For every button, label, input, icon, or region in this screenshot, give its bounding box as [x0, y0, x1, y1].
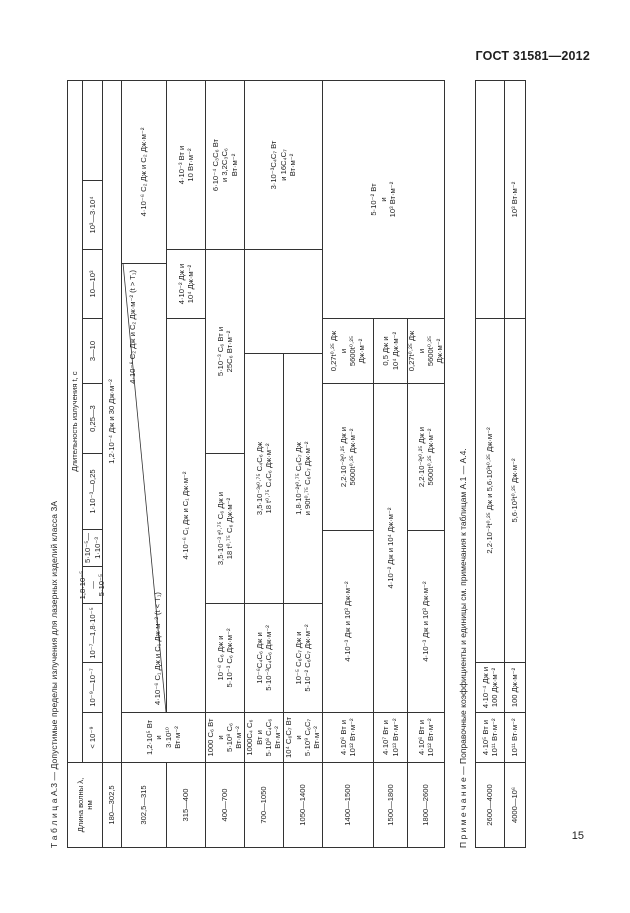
wavelength-cell: 302,5—315: [121, 762, 167, 848]
col-header: 10—10³: [82, 249, 103, 319]
limit-cell: 3,5·10⁻³t⁰·⁷⁵ C₄C₆ Дж 18 t⁰·⁷⁵ C₄C₆ Дж·м⁻²: [244, 353, 284, 604]
limit-cell: 2,2·10⁻²t⁰·²⁵ Дж и 5600t⁰·²⁵ Дж·м⁻²: [407, 383, 445, 531]
diagonal-right-text: 4·10⁻⁶ C₂ Дж и C₂ Дж·м⁻² (t > T₁): [128, 270, 138, 384]
limit-cell: 4·10⁻² Дж и 10⁴ Дж·м⁻²: [166, 249, 206, 319]
wavelength-cell: 180—302,5: [102, 762, 122, 848]
blank-cell: [475, 80, 505, 319]
rotated-table-tail: [475, 80, 535, 848]
duration-header: Длительность излучения t, с: [67, 80, 83, 763]
col-header: 10⁻⁹—10⁻⁷: [82, 662, 103, 713]
blank-cell: [244, 249, 323, 354]
limit-cell: 4·10⁻² Дж и 10⁴ Дж·м⁻²: [373, 383, 408, 713]
limit-cell: 4·10⁶ Вт и 10¹² Вт·м⁻²: [407, 712, 445, 763]
col-header: 3—10: [82, 318, 103, 384]
limit-cell: 3,5·10⁻³ t⁰·⁷⁵ C₆ Дж и 18 t⁰·⁷⁵ C₆ Дж·м⁻²: [205, 453, 245, 604]
col-header: 5·10⁻⁵— 1·10⁻³: [82, 529, 103, 567]
limit-cell: 10³ Вт·м⁻²: [504, 80, 526, 319]
limit-cell: 1,8·10⁻²t⁰·⁷⁵ C₆C₇ Дж и 90t⁰·⁷⁵ C₆C₇ Дж·м⁻²: [283, 353, 323, 604]
limit-cell: 4·10⁻³ Дж и 10³ Дж·м⁻²: [407, 530, 445, 713]
diagonal-left-text: 4·10⁻⁶ C₁ Дж и C₁ Дж·м⁻² (t < T₁): [153, 592, 163, 705]
limit-cell: 6·10⁻⁴ C₃C₆ Вт и 3,2C₃C₆ Вт·м⁻²: [205, 80, 245, 250]
document-code: ГОСТ 31581—2012: [475, 49, 590, 63]
limit-cell: 1,2·10⁵ Вт и 3·10¹⁰ Вт·м⁻²: [121, 712, 206, 763]
header-filler: [67, 80, 103, 181]
limit-cell: 4·10⁶ Вт и 10¹² Вт·м⁻²: [322, 712, 374, 763]
limit-cell: 10¹¹ Вт·м⁻²: [504, 712, 526, 763]
wavelength-cell: 1500—1800: [373, 762, 408, 848]
col-header: < 10⁻⁹: [82, 712, 103, 763]
limit-cell: 2,2·10⁻²t⁰·²⁵ Дж и 5,6·10³t⁰·²⁵ Дж·м⁻²: [475, 318, 505, 663]
col-header: 1,8·10⁻⁵— 5·10⁻⁵: [82, 566, 103, 604]
wavelength-header: Длина волны λ, нм: [67, 762, 103, 848]
wavelength-cell: 400—700: [205, 762, 245, 848]
limit-cell: 100 Дж·м⁻²: [504, 662, 526, 713]
wavelength-cell: 4000—10⁶: [504, 762, 526, 848]
limit-cell: 5,6·10³t⁰·²⁵ Дж·м⁻²: [504, 318, 526, 663]
wavelength-cell: 1400—1500: [322, 762, 374, 848]
wavelength-cell: 1800—2600: [407, 762, 445, 848]
limit-cell: 4·10⁻⁶ C₁ Дж и C₁ Дж·м⁻²: [166, 318, 206, 713]
wavelength-cell: 1050—1400: [283, 762, 323, 848]
wavelength-cell: 2600—4000: [475, 762, 505, 848]
limit-cell: 4·10⁷ Вт и 10¹³ Вт·м⁻²: [373, 712, 408, 763]
limit-cell: 1000 C₆ Вт и 5·10⁸ C₆ Вт·м⁻²: [205, 712, 245, 763]
limit-cell: 1,2·10⁻⁴ Дж и 30 Дж·м⁻²: [102, 80, 122, 763]
limit-cell: 0,5 Дж и 10⁴ Дж·м⁻²: [373, 318, 408, 384]
limit-cell: 1000C₄ C₆ Вт и 5·10⁸ C₄C₆ Вт·м⁻²: [244, 712, 284, 763]
limit-cell: 10⁻⁵ C₆C₇ Дж и 5·10⁻² C₆C₇ Дж·м⁻²: [283, 603, 323, 713]
wavelength-cell: 315—400: [166, 762, 206, 848]
col-header: 10⁻⁷—1,8·10⁻⁵: [82, 603, 103, 663]
wavelength-cell: 700—1050: [244, 762, 284, 848]
diagonal-cell: [121, 263, 167, 713]
limit-cell: 10⁻⁶ C₆ Дж и 5·10⁻³ C₆ Дж·м⁻²: [205, 603, 245, 713]
limit-cell: 3·10⁻³C₄C₇ Вт и 16C₄C₇ Вт·м⁻²: [244, 80, 323, 250]
limit-cell: 0,27t⁰·²⁵ Дж и 5600t⁰·²⁵ Дж·м⁻²: [322, 318, 374, 384]
col-header: 10³—3·10⁴: [82, 180, 103, 250]
limit-cell: 2,2·10⁻²t⁰·²⁵ Дж и 5600t⁰·²⁵ Дж·м⁻²: [322, 383, 374, 531]
page-number: 15: [571, 830, 584, 842]
col-header: 1·10⁻³—0,25: [82, 453, 103, 530]
table-note: П р и м е ч а н и е — Поправочные коэффициенты и единицы см. примечания к таблицам А.1 — А.4.: [458, 448, 468, 848]
spacer: [444, 762, 446, 848]
limit-cell: 4·10⁻⁴ Дж и 100 Дж·м⁻²: [475, 662, 505, 713]
limit-cell: 0,27t⁰·²⁵ Дж и 5600t⁰·²⁵ Дж·м⁻²: [407, 318, 445, 384]
limit-cell: 4·10⁻⁶ C₂ Дж и C₂ Дж·м⁻²: [121, 80, 167, 264]
col-header: 0,25—3: [82, 383, 103, 454]
limit-cell: 10⁴ C₆C₇ Вт и 5·10⁹ C₆C₇ Вт·м⁻²: [283, 712, 323, 763]
limit-cell: 4·10⁻³ Вт и 10 Вт·м⁻²: [166, 80, 206, 250]
limit-cell: 4·10⁻³ Дж и 10³ Дж·м⁻²: [322, 530, 374, 713]
limit-cell: 10⁻⁶C₄C₆ Дж и 5·10⁻³C₄C₆ Дж·м⁻²: [244, 603, 284, 713]
limit-cell: 5·10⁻³ C₆ Вт и 25C₆ Вт·м⁻²: [205, 249, 245, 454]
limit-cell: 5·10⁻² Вт и 10³ Вт·м⁻²: [369, 181, 398, 218]
table-caption: Т а б л и ц а А.3 — Допустимые пределы излучения для лазерных изделий класса 3А: [49, 500, 59, 848]
limit-cell: 4·10⁵ Вт и 10¹¹ Вт·м⁻²: [475, 712, 505, 763]
